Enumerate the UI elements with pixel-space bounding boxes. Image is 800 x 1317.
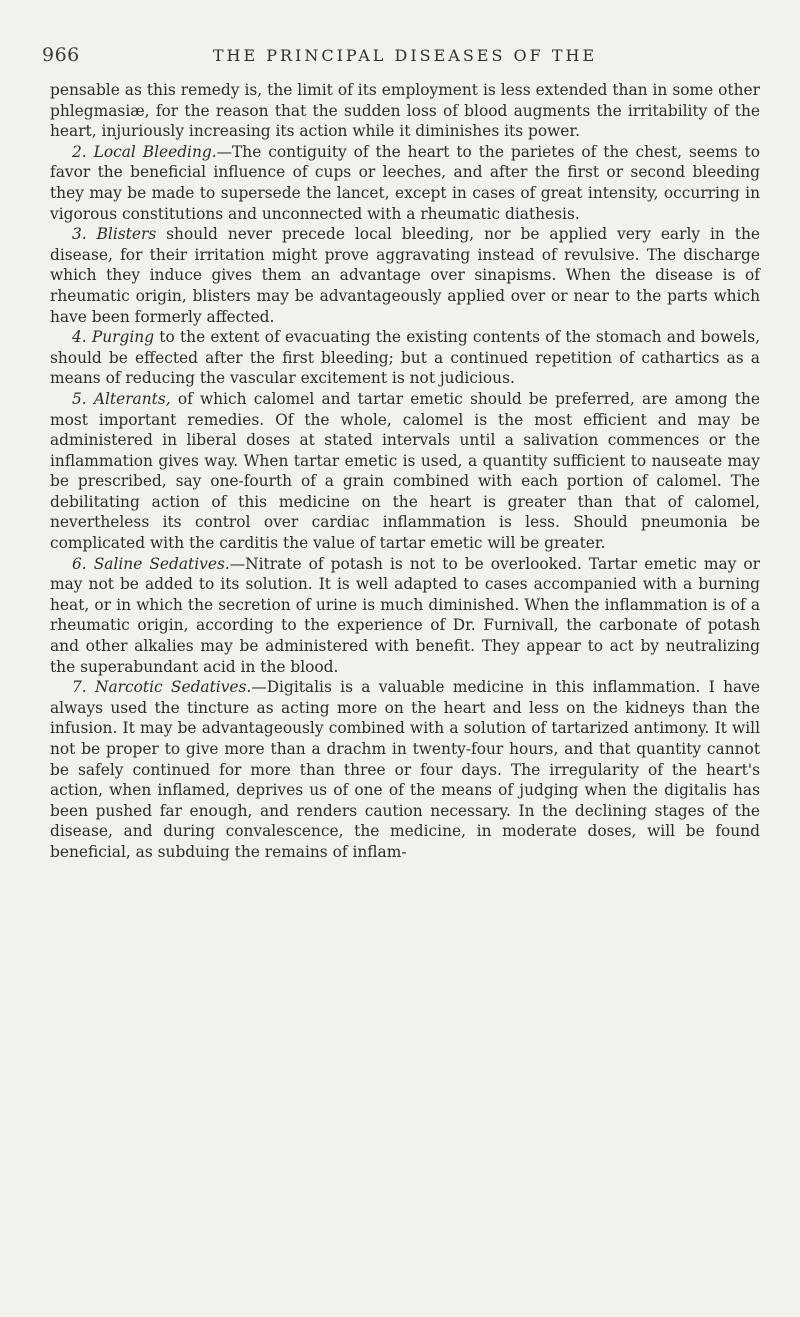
paragraph-saline-sedatives [50,554,760,678]
paragraph-label: 5. Alterants, [72,389,171,408]
paragraph-label: 2. Local Bleeding. [72,142,217,161]
running-title: THE PRINCIPAL DISEASES OF THE [212,46,598,65]
paragraph-label: 6. Saline Sedatives. [72,554,230,573]
paragraph-label: 7. Narcotic Sedatives. [72,678,252,697]
paragraph-text: —The contiguity of the heart to the parietes of the chest, seems to favor the beneficial influence of cups or leeches, and after the first or second bleeding they may be made to supersede the lancet, except in cases of great intensity, occurring in vigorous constitutions and unconnected with a rheumatic diathesis. [50,142,760,223]
body-text [50,80,760,863]
paragraph-alterants [50,389,760,554]
paragraph-text: should never precede local bleeding, nor be applied very early in the disease, for their irritation might prove aggravating instead of revulsive. The discharge which they induce gives them an advantage over sinapisms. When the disease is of rheumatic origin, blisters may be advantageously applied over or near to the parts which have been formerly affected. [50,225,760,326]
paragraph-text: of which calomel and tartar emetic should be preferred, are among the most important remedies. Of the whole, calomel is the most efficient and may be administered in liberal doses at stated intervals until a salivation commences or the inflammation gives way. When tartar emetic is used, a quantity sufficient to nauseate may be prescribed, say one-fourth of a grain combined with each portion of calomel. The debilitating action of this medicine on the heart is greater than that of calomel, nevertheless its control over cardiac inflammation is less. Should pneumonia be complicated with the carditis the value of tartar emetic will be greater. [50,389,760,553]
paragraph-text: to the extent of evacuating the existing contents of the stomach and bowels, should be effected after the first bleeding; but a continued repetition of cathartics as a means of reducing the vascular excitement is not judicious. [50,328,760,388]
page-number: 966 [42,44,80,66]
paragraph-purging [50,327,760,389]
paragraph-text: —Nitrate of potash is not to be overlooked. Tartar emetic may or may not be added to its solution. It is well adapted to cases accompanied with a burning heat, or in which the secretion of urine is much diminished. When the inflammation is of a rheumatic origin, according to the experience of Dr. Furnivall, the carbonate of potash and other alkalies may be administered with benefit. They appear to act by neutralizing the superabundant acid in the blood. [50,554,760,676]
paragraph-text: —Digitalis is a valuable medicine in this inflammation. I have always used the tincture as acting more on the heart and less on the kidneys than the infusion. It may be advantageously combined with a solution of tartarized antimony. It will not be proper to give more than a drachm in twenty-four hours, and that quantity cannot be safely continued for more than three or four days. The irregularity of the heart's action, when inflamed, deprives us of one of the means of judging when the digitalis has been pushed far enough, and renders caution necessary. In the declining stages of the disease, and during convalescence, the medicine, in moderate doses, will be found beneficial, as subduing the remains of inflam- [50,678,760,861]
paragraph-label: 4. Purging [72,328,155,347]
paragraph-narcotic-sedatives [50,677,760,862]
paragraph-continuation [50,80,760,142]
paragraph-blisters [50,224,760,327]
paragraph-label: 3. Blisters [72,225,157,244]
page-header [42,44,760,70]
paragraph-text: pensable as this remedy is, the limit of its employment is less extended than in some other phlegmasiæ, for the reason that the sudden loss of blood augments the irritability of the heart, injuriously increasing its action while it diminishes its power. [50,81,760,141]
paragraph-local-bleeding [50,142,760,224]
